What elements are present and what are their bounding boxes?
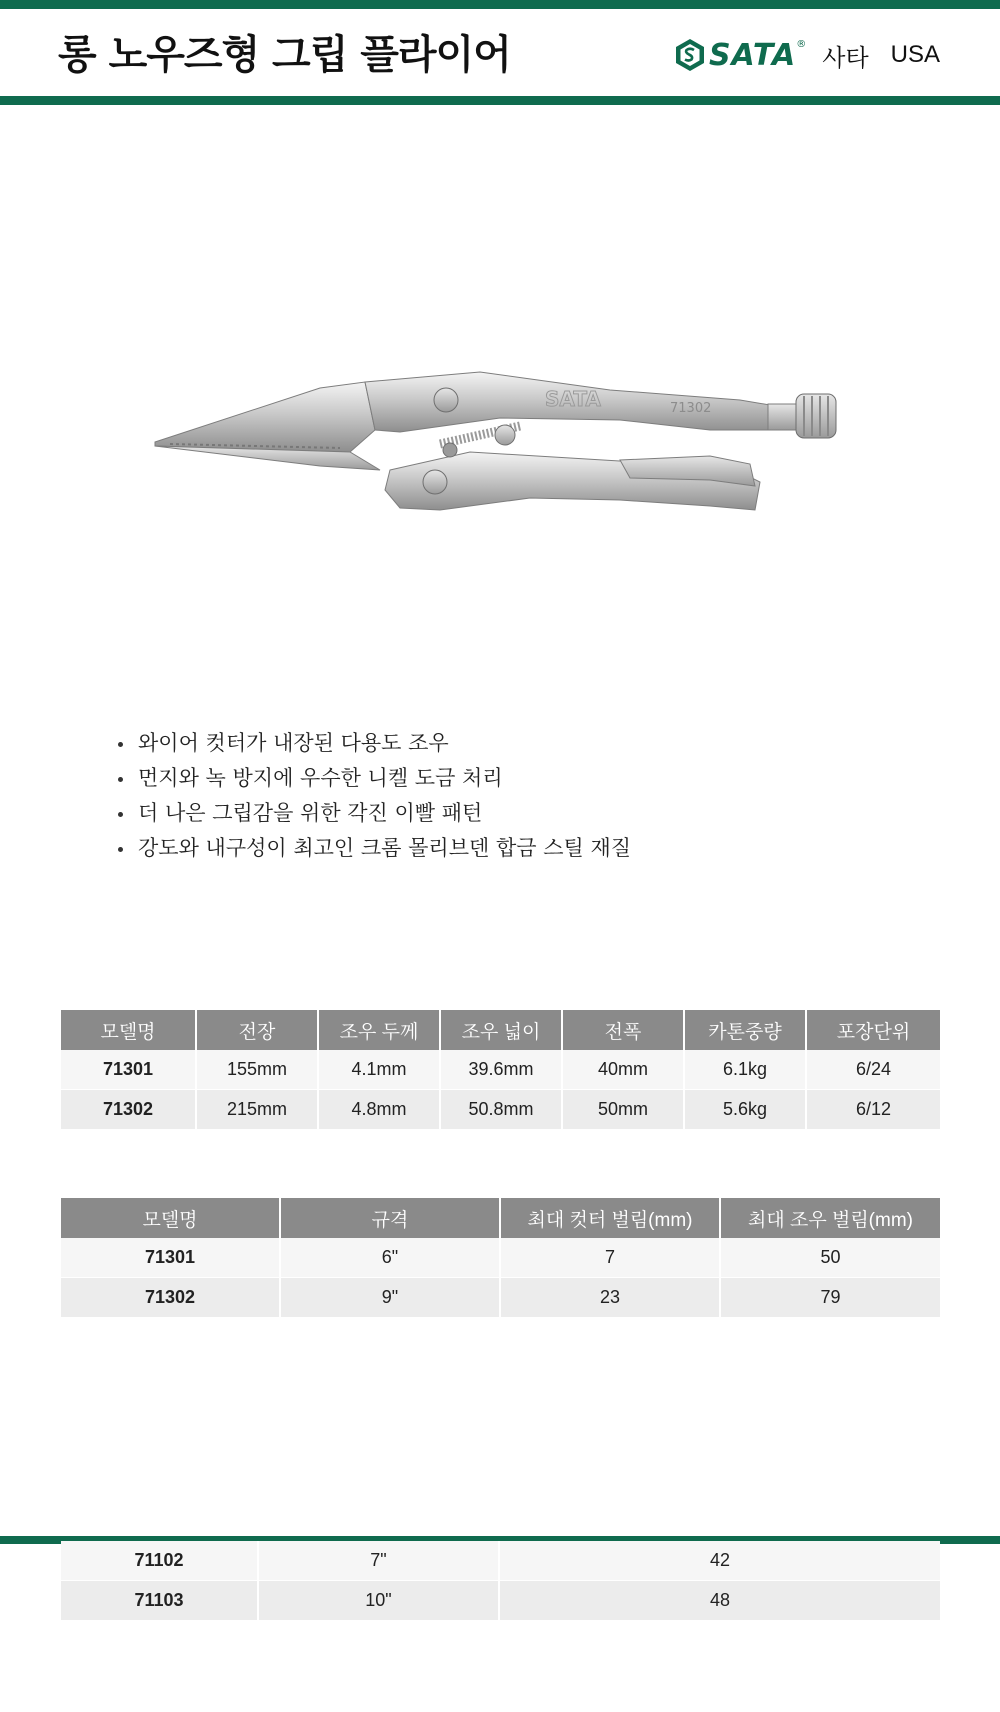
table-cell: 71301 xyxy=(61,1050,197,1090)
table-cell: 39.6mm xyxy=(441,1050,563,1090)
table-cell: 23 xyxy=(501,1278,721,1318)
table-row xyxy=(61,1238,940,1278)
feature-item: 먼지와 녹 방지에 우수한 니켈 도금 처리 xyxy=(118,761,631,796)
table-cell: 4.8mm xyxy=(319,1090,441,1130)
table-header-row xyxy=(61,1198,940,1238)
table-row xyxy=(61,1050,940,1090)
table-cell: 5.6kg xyxy=(685,1090,807,1130)
feature-item: 와이어 컷터가 내장된 다용도 조우 xyxy=(118,726,631,761)
column-header: 카톤중량 xyxy=(685,1010,807,1050)
column-header: 모델명 xyxy=(61,1198,281,1238)
table-cell: 155mm xyxy=(197,1050,319,1090)
table-cell: 50.8mm xyxy=(441,1090,563,1130)
table-cell: 4.1mm xyxy=(319,1050,441,1090)
table-cell: 71102 xyxy=(61,1541,259,1581)
table-cell: 6.1kg xyxy=(685,1050,807,1090)
brand-logo xyxy=(673,35,940,75)
long-nose-locking-pliers-image xyxy=(150,360,870,560)
brand-name: SATA xyxy=(708,37,797,73)
page-title: 롱 노우즈형 그립 플라이어 xyxy=(58,32,511,78)
page-header xyxy=(0,9,1000,97)
table-cell: 71301 xyxy=(61,1238,281,1278)
brand-korean-name: 사타 xyxy=(822,43,869,72)
top-accent-bar xyxy=(0,0,1000,9)
feature-item: 강도와 내구성이 최고인 크롬 몰리브덴 합금 스틸 재질 xyxy=(118,831,631,866)
capacity-table xyxy=(61,1198,940,1318)
table-cell: 7 xyxy=(501,1238,721,1278)
table-cell: 42 xyxy=(500,1541,940,1581)
table-cell: 6/12 xyxy=(807,1090,940,1130)
table-row xyxy=(61,1090,940,1130)
brand-country: USA xyxy=(890,41,940,68)
table-cell: 215mm xyxy=(197,1090,319,1130)
feature-list xyxy=(118,726,631,866)
table-cell: 6/24 xyxy=(807,1050,940,1090)
table-row xyxy=(61,1278,940,1318)
table-header-row xyxy=(61,1010,940,1050)
table-cell: 6" xyxy=(281,1238,501,1278)
column-header: 규격 xyxy=(281,1198,501,1238)
sata-emblem-icon xyxy=(673,38,707,72)
column-header: 모델명 xyxy=(61,1010,197,1050)
table-cell: 71302 xyxy=(61,1278,281,1318)
engraving-model: 71302 xyxy=(670,401,712,416)
spec-table xyxy=(61,1010,940,1130)
column-header: 최대 컷터 벌림(mm) xyxy=(501,1198,721,1238)
table-row xyxy=(61,1581,940,1621)
table-cell: 50 xyxy=(721,1238,940,1278)
table-cell: 71103 xyxy=(61,1581,259,1621)
column-header: 포장단위 xyxy=(807,1010,940,1050)
brand-registered-mark: ® xyxy=(796,39,807,50)
table-cell: 50mm xyxy=(563,1090,685,1130)
additional-models-table xyxy=(61,1541,940,1621)
table-cell: 10" xyxy=(259,1581,500,1621)
table-cell: 40mm xyxy=(563,1050,685,1090)
column-header: 조우 넓이 xyxy=(441,1010,563,1050)
column-header: 최대 조우 벌림(mm) xyxy=(721,1198,940,1238)
table-cell: 9" xyxy=(281,1278,501,1318)
table-cell: 48 xyxy=(500,1581,940,1621)
feature-item: 더 나은 그립감을 위한 각진 이빨 패턴 xyxy=(118,796,631,831)
column-header: 전폭 xyxy=(563,1010,685,1050)
column-header: 조우 두께 xyxy=(319,1010,441,1050)
column-header: 전장 xyxy=(197,1010,319,1050)
table-row xyxy=(61,1541,940,1581)
table-cell: 7" xyxy=(259,1541,500,1581)
header-bottom-bar xyxy=(0,96,1000,105)
table-cell: 71302 xyxy=(61,1090,197,1130)
engraving-brand: SATA xyxy=(545,387,601,411)
table-cell: 79 xyxy=(721,1278,940,1318)
